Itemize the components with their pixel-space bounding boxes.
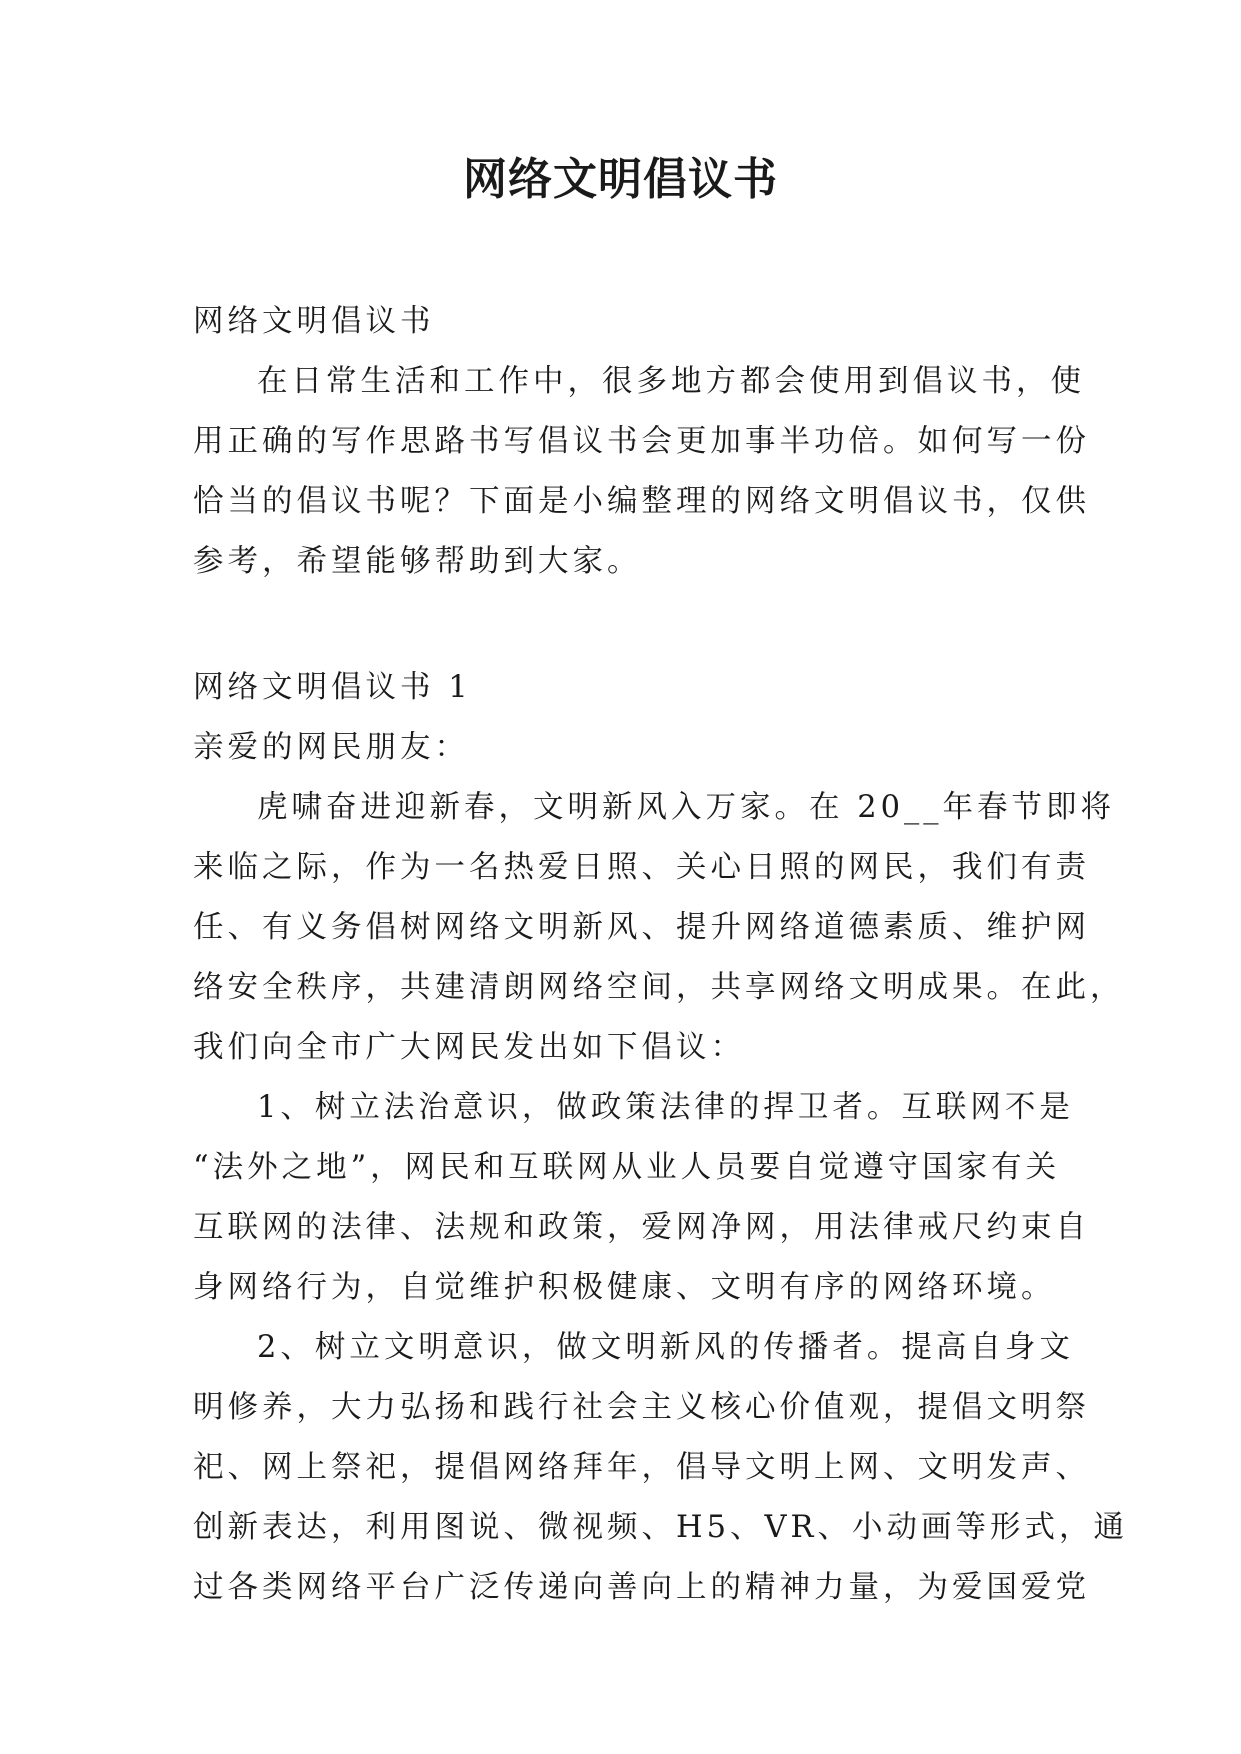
body-line: 我们向全市广大网民发出如下倡议：: [193, 1030, 745, 1065]
body-line: 2、树立文明意识，做文明新风的传播者。提高自身文: [257, 1330, 1074, 1365]
salutation: 亲爱的网民朋友：: [193, 730, 469, 765]
body-line: 来临之际，作为一名热爱日照、关心日照的网民，我们有责: [193, 850, 1090, 885]
intro-line: 在日常生活和工作中，很多地方都会使用到倡议书，使: [257, 364, 1085, 399]
document-title: 网络文明倡议书: [463, 154, 778, 205]
body-line: 任、有义务倡树网络文明新风、提升网络道德素质、维护网: [193, 910, 1090, 945]
subsection-heading: 网络文明倡议书 1: [193, 670, 472, 705]
body-line: 创新表达，利用图说、微视频、H5、VR、小动画等形式，通: [193, 1510, 1128, 1545]
paragraph-gap: [193, 592, 1055, 658]
body-line: 祀、网上祭祀，提倡网络拜年，倡导文明上网、文明发声、: [193, 1450, 1090, 1485]
intro-line: 参考，希望能够帮助到大家。: [193, 544, 642, 579]
body-line: 过各类网络平台广泛传递向善向上的精神力量，为爱国爱党: [193, 1570, 1090, 1605]
intro-line: 用正确的写作思路书写倡议书会更加事半功倍。如何写一份: [193, 424, 1090, 459]
section-heading: 网络文明倡议书: [193, 304, 435, 339]
body-line: “法外之地”，网民和互联网从业人员要自觉遵守国家有关: [193, 1150, 1061, 1185]
body-line: 虎啸奋进迎新春，文明新风入万家。在 20__年春节即将: [257, 790, 1116, 825]
body-line: 互联网的法律、法规和政策，爱网净网，用法律戒尺约束自: [193, 1210, 1090, 1245]
body-line: 身网络行为，自觉维护积极健康、文明有序的网络环境。: [193, 1270, 1056, 1305]
body-line: 1、树立法治意识，做政策法律的捍卫者。互联网不是: [257, 1090, 1074, 1125]
body-line: 明修养，大力弘扬和践行社会主义核心价值观，提倡文明祭: [193, 1390, 1090, 1425]
document-body: [193, 292, 1128, 1618]
intro-line: 恰当的倡议书呢？下面是小编整理的网络文明倡议书，仅供: [193, 484, 1090, 519]
body-line: 络安全秩序，共建清朗网络空间，共享网络文明成果。在此，: [193, 970, 1125, 1005]
